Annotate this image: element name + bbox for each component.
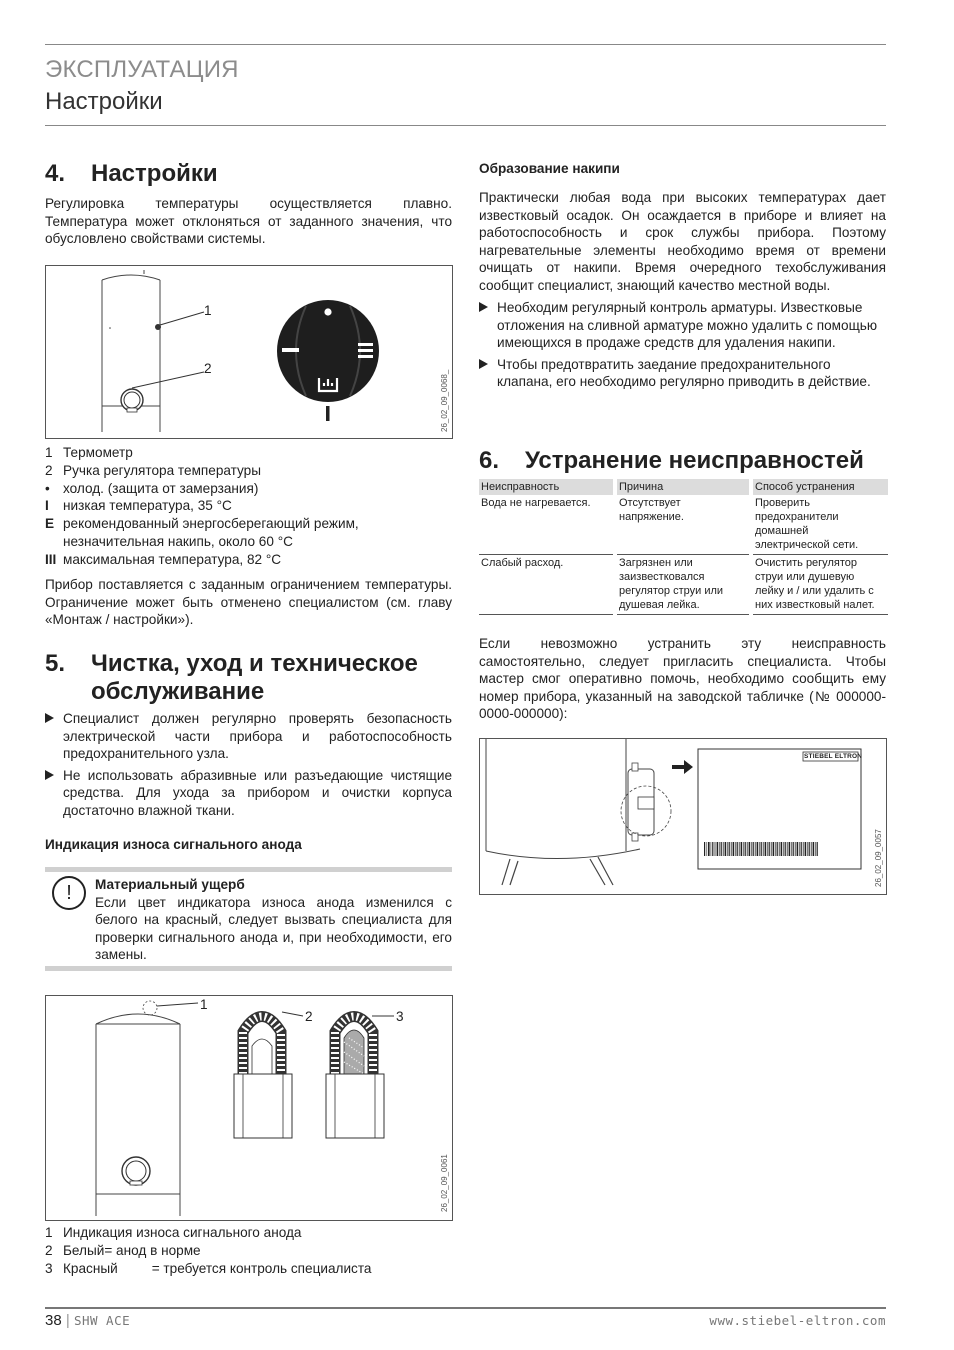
bullet-item [479, 356, 886, 391]
callout-3: 3 [396, 1009, 404, 1024]
figure-2-legend [45, 1224, 452, 1277]
legend-key: 1 [45, 1225, 53, 1240]
warning-title: Материальный ущерб [95, 877, 245, 892]
section-title: ЭКСПЛУАТАЦИЯ [45, 56, 239, 83]
table-cell: Вода не нагревается. [479, 495, 615, 555]
footer-rule [45, 1307, 886, 1309]
bullet-text: Необходим регулярный контроль арматуры. Известковые отложения на сливной арматуре можно удалить с помощью имеющихся в продаже средств для удаления накипи. [497, 300, 878, 350]
figure-nameplate-drawing [480, 739, 886, 894]
callout-2: 2 [204, 361, 212, 376]
section-5-number: 5. [45, 650, 66, 677]
column-header: Неисправность [479, 479, 615, 495]
legend-row [45, 1260, 452, 1278]
troubleshooting-table [479, 479, 888, 615]
legend-key: III [45, 551, 57, 567]
table-header-row [479, 479, 888, 495]
legend-row [45, 480, 452, 498]
figure-1-legend [45, 444, 452, 569]
table-row [479, 555, 888, 615]
legend-key: • [45, 480, 50, 496]
bullet-item [479, 299, 886, 352]
warning-text: Если цвет индикатора износа анода изменился с белого на красный, следует вызвать специалиста для проверки сигнального анода и, при необходимости, его замены. [95, 894, 452, 962]
figure-temperature-control [45, 265, 453, 439]
website-url: www.stiebel-eltron.com [709, 1313, 886, 1328]
section-5-title-line2: обслуживание [91, 678, 265, 705]
legend-row [45, 497, 452, 515]
callout-2: 2 [305, 1009, 313, 1024]
legend-key: 2 [45, 462, 53, 478]
bullet-arrow-icon [45, 713, 54, 723]
section-5-title-line1: Чистка, уход и техническое [91, 650, 418, 677]
warning-block [95, 876, 452, 964]
legend-key: 3 [45, 1260, 53, 1276]
header-bottom-rule [45, 125, 886, 126]
header-top-rule [45, 44, 886, 45]
legend-key: I [45, 498, 49, 514]
legend-text: рекомендованный энергосберегающий режим, незначительная накипь, около 60 °C [63, 516, 359, 549]
section-4-number: 4. [45, 160, 66, 187]
warning-top-bar [45, 867, 452, 872]
legend-row [45, 462, 452, 480]
model-name: SHW ACE [73, 1313, 131, 1328]
warning-bottom-bar [45, 966, 452, 971]
section-4-intro: Регулировка температуры осуществляется плавно. Температура может отклоняться от заданного значения, что обусловлено свойствами системы. [45, 196, 452, 246]
section-6-heading [479, 447, 864, 475]
barcode-icon [704, 842, 818, 856]
legend-row [45, 1224, 452, 1242]
column-header: Способ устранения [751, 479, 888, 495]
section-5-bullets [45, 710, 452, 819]
table-cell: Слабый расход. [479, 555, 615, 615]
figure-id: 26_02_09_0068_ [440, 369, 449, 432]
figure-anode-indicator [45, 995, 453, 1221]
section-6-title: Устранение неисправностей [525, 447, 864, 474]
scale-bullets [479, 299, 886, 391]
scale-heading: Образование накипи [479, 161, 620, 176]
subsection-title: Настройки [45, 88, 163, 115]
legend-text: Белый= анод в норме [63, 1242, 201, 1258]
section-5-heading [45, 650, 418, 706]
callout-1: 1 [200, 997, 208, 1012]
figure-boiler-knob-drawing [46, 266, 452, 438]
table-cell: Загрязнен или заизвестковался регулятор струи или душевая лейка. [615, 555, 751, 615]
bullet-item [45, 767, 452, 820]
column-header: Причина [615, 479, 751, 495]
anode-heading: Индикация износа сигнального анода [45, 837, 302, 852]
scale-text: Практически любая вода при высоких температурах дает известковый осадок. Он осаждается в приборе и влияет на работоспособность и срок службы прибора. Поэтому нагревательные элементы необходимо время от времени очищать от накипи. Время очередного техобслуживания сообщит специалист, знающий качество местной воды. [479, 190, 886, 293]
section-6-text: Если невозможно устранить эту неисправность самостоятельно, следует пригласить специалиста. Чтобы мастер смог оперативно помочь, необходимо сообщить ему номер прибора, указанный на заводской табличке (№ 000000-0000-000000): [479, 636, 886, 721]
callout-1: 1 [204, 303, 212, 318]
legend-row [45, 551, 452, 569]
warning-icon: ! [52, 876, 86, 910]
brand-logo: STIEBEL ELTRON [804, 753, 863, 760]
figure-anode-drawing [46, 996, 452, 1220]
legend-row [45, 444, 452, 462]
legend-key: E [45, 516, 55, 532]
legend-text: максимальная температура, 82 °C [63, 551, 282, 567]
bullet-arrow-icon [479, 359, 488, 369]
legend-key: 2 [45, 1242, 53, 1258]
legend-row [45, 515, 452, 551]
section-4-heading [45, 160, 218, 188]
section-4-outro: Прибор поставляется с заданным ограничением температуры. Ограничение может быть отменено специалистом (см. главу «Монтаж / настройки»). [45, 577, 452, 627]
legend-text: Индикация износа сигнального анода [63, 1225, 302, 1240]
bullet-arrow-icon [45, 770, 54, 780]
footer-left [45, 1312, 130, 1329]
figure-id: 26_02_09_0061 [440, 1154, 449, 1212]
section-4-title: Настройки [91, 160, 218, 187]
legend-text: Красный = требуется контроль специалиста [63, 1260, 372, 1276]
legend-text: Ручка регулятора температуры [63, 462, 262, 478]
table-row [479, 495, 888, 555]
legend-text: холод. (защита от замерзания) [63, 480, 259, 496]
figure-id: 26_02_09_0057 [874, 829, 883, 887]
bullet-arrow-icon [479, 302, 488, 312]
table-cell: Проверить предохранители домашней электрической сети. [751, 495, 888, 555]
bullet-item [45, 710, 452, 763]
bullet-text: Чтобы предотвратить заедание предохранительного клапана, его необходимо регулярно приводить в действие. [497, 356, 871, 389]
bullet-text: Специалист должен регулярно проверять безопасность электрической части прибора и работоспособность предохранительного узла. [63, 711, 452, 761]
table-cell: Очистить регулятор струи или душевую лейку и / или удалить с них известковый налет. [751, 555, 888, 615]
legend-row [45, 1242, 452, 1260]
legend-text: Термометр [63, 445, 133, 460]
legend-key: 1 [45, 445, 53, 460]
footer-separator: | [65, 1312, 70, 1329]
figure-nameplate [479, 738, 887, 895]
legend-text: низкая температура, 35 °C [63, 498, 232, 514]
page-number: 38 [45, 1312, 62, 1329]
section-6-number: 6. [479, 447, 500, 474]
bullet-text: Не использовать абразивные или разъедающие чистящие средства. Для ухода за прибором и очистки корпуса достаточно влажной ткани. [63, 767, 452, 818]
table-cell: Отсутствует напряжение. [615, 495, 751, 555]
